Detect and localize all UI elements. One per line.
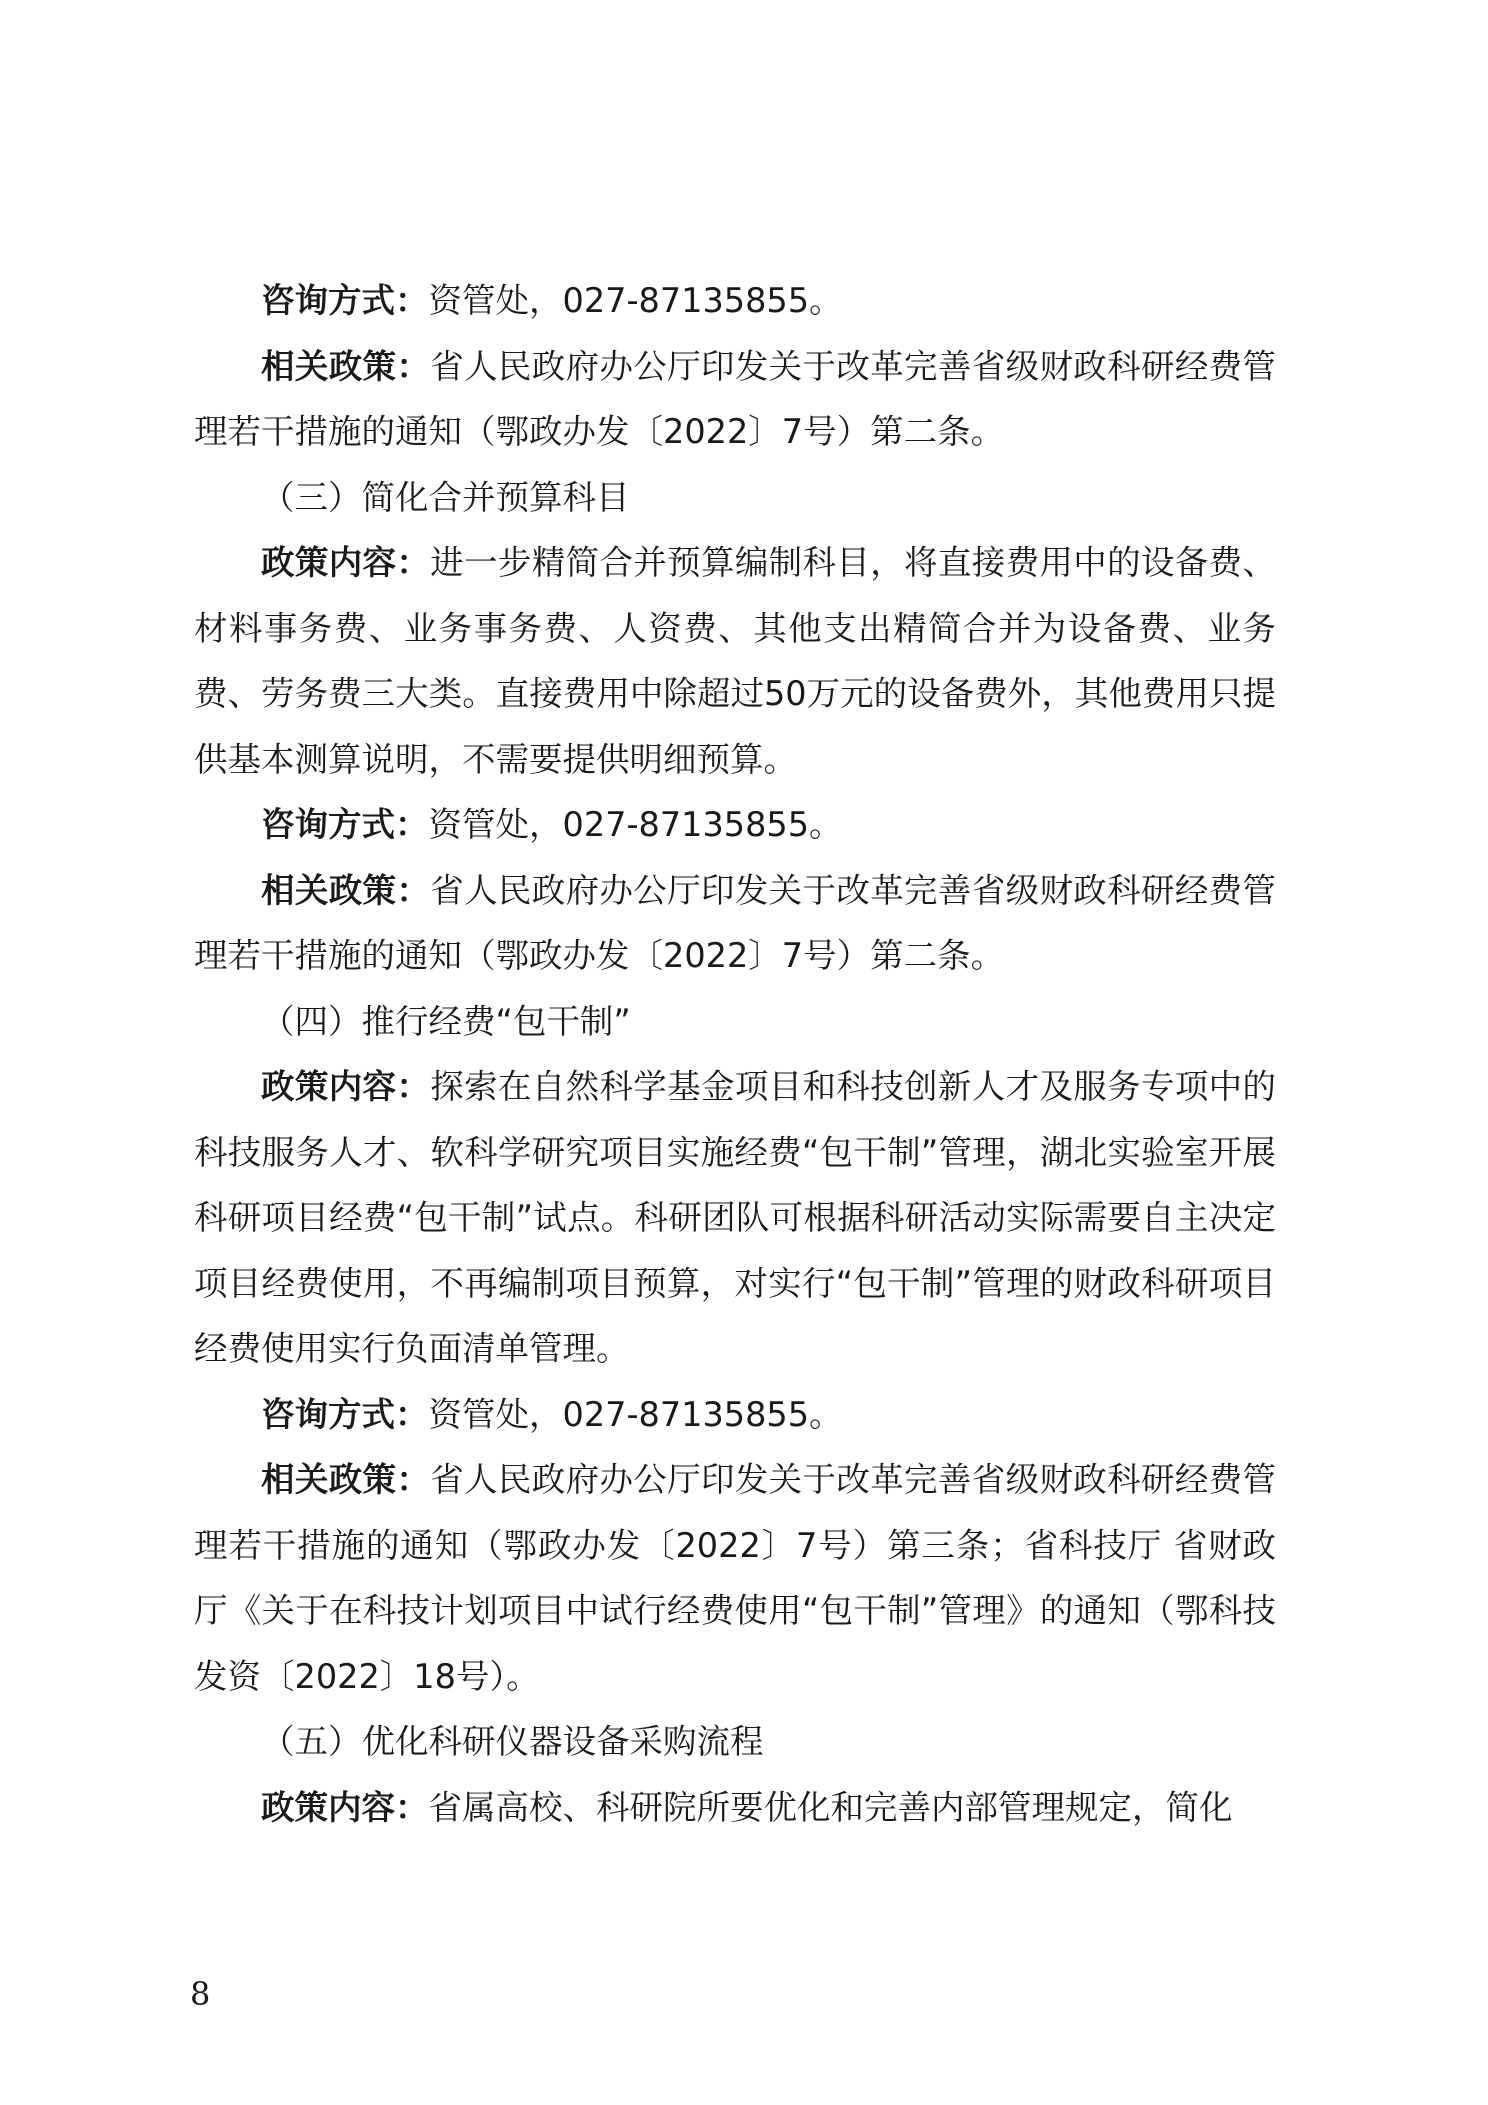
heading-text: （四）推行经费“包干制”	[261, 1001, 631, 1041]
paragraph-consult-2	[194, 792, 1276, 858]
paragraph-text: 省属高校、科研院所要优化和完善内部管理规定，简化	[428, 1787, 1233, 1827]
paragraph-consult-3	[194, 1382, 1276, 1448]
paragraph-text: 省人民政府办公厅印发关于改革完善省级财政科研经费管理若干措施的通知（鄂政办发〔2022〕7号）第三条；省科技厅 省财政厅《关于在科技计划项目中试行经费使用“包干制”管理》的通知（鄂科技发资〔2022〕18号）。	[194, 1460, 1277, 1696]
section-heading-5	[194, 1709, 1276, 1775]
label-consult: 咨询方式：	[261, 805, 429, 844]
paragraph-content-5	[194, 1775, 1276, 1841]
paragraph-consult-1	[194, 268, 1276, 334]
heading-text: （五）优化科研仪器设备采购流程	[261, 1722, 764, 1761]
paragraph-text: 资管处，027-87135855。	[428, 281, 843, 320]
label-policy: 相关政策：	[261, 346, 431, 386]
paragraph-text: 资管处，027-87135855。	[428, 1394, 843, 1434]
section-heading-3	[194, 465, 1276, 531]
paragraph-text: 省人民政府办公厅印发关于改革完善省级财政科研经费管理若干措施的通知（鄂政办发〔2022〕7号）第二条。	[194, 870, 1277, 975]
paragraph-policy-2	[194, 858, 1276, 989]
label-policy: 相关政策：	[261, 1460, 431, 1499]
paragraph-text: 进一步精简合并预算编制科目，将直接费用中的设备费、材料事务费、业务事务费、人资费、其他支出精简合并为设备费、业务费、劳务费三大类。直接费用中除超过50万元的设备费外，其他费用只提供基本测算说明，不需要提供明细预算。	[194, 543, 1277, 779]
document-body	[194, 268, 1276, 1840]
label-content: 政策内容：	[261, 1067, 431, 1106]
paragraph-text: 探索在自然科学基金项目和科技创新人才及服务专项中的科技服务人才、软科学研究项目实施经费“包干制”管理，湖北实验室开展科研项目经费“包干制”试点。科研团队可根据科研活动实际需要自主决定项目经费使用，不再编制项目预算，对实行“包干制”管理的财政科研项目经费使用实行负面清单管理。	[194, 1067, 1277, 1368]
label-content: 政策内容：	[261, 1787, 429, 1827]
paragraph-text: 省人民政府办公厅印发关于改革完善省级财政科研经费管理若干措施的通知（鄂政办发〔2022〕7号）第二条。	[194, 346, 1277, 451]
paragraph-policy-3	[194, 1447, 1276, 1709]
section-heading-4	[194, 989, 1276, 1055]
paragraph-policy-1	[194, 334, 1276, 465]
label-content: 政策内容：	[261, 543, 431, 582]
label-consult: 咨询方式：	[261, 281, 429, 320]
paragraph-text: 资管处，027-87135855。	[428, 805, 843, 844]
heading-text: （三）简化合并预算科目	[261, 477, 630, 517]
label-policy: 相关政策：	[261, 870, 431, 910]
label-consult: 咨询方式：	[261, 1394, 429, 1434]
paragraph-content-3	[194, 530, 1276, 792]
paragraph-content-4	[194, 1054, 1276, 1382]
page-number: 8	[190, 1975, 211, 2013]
